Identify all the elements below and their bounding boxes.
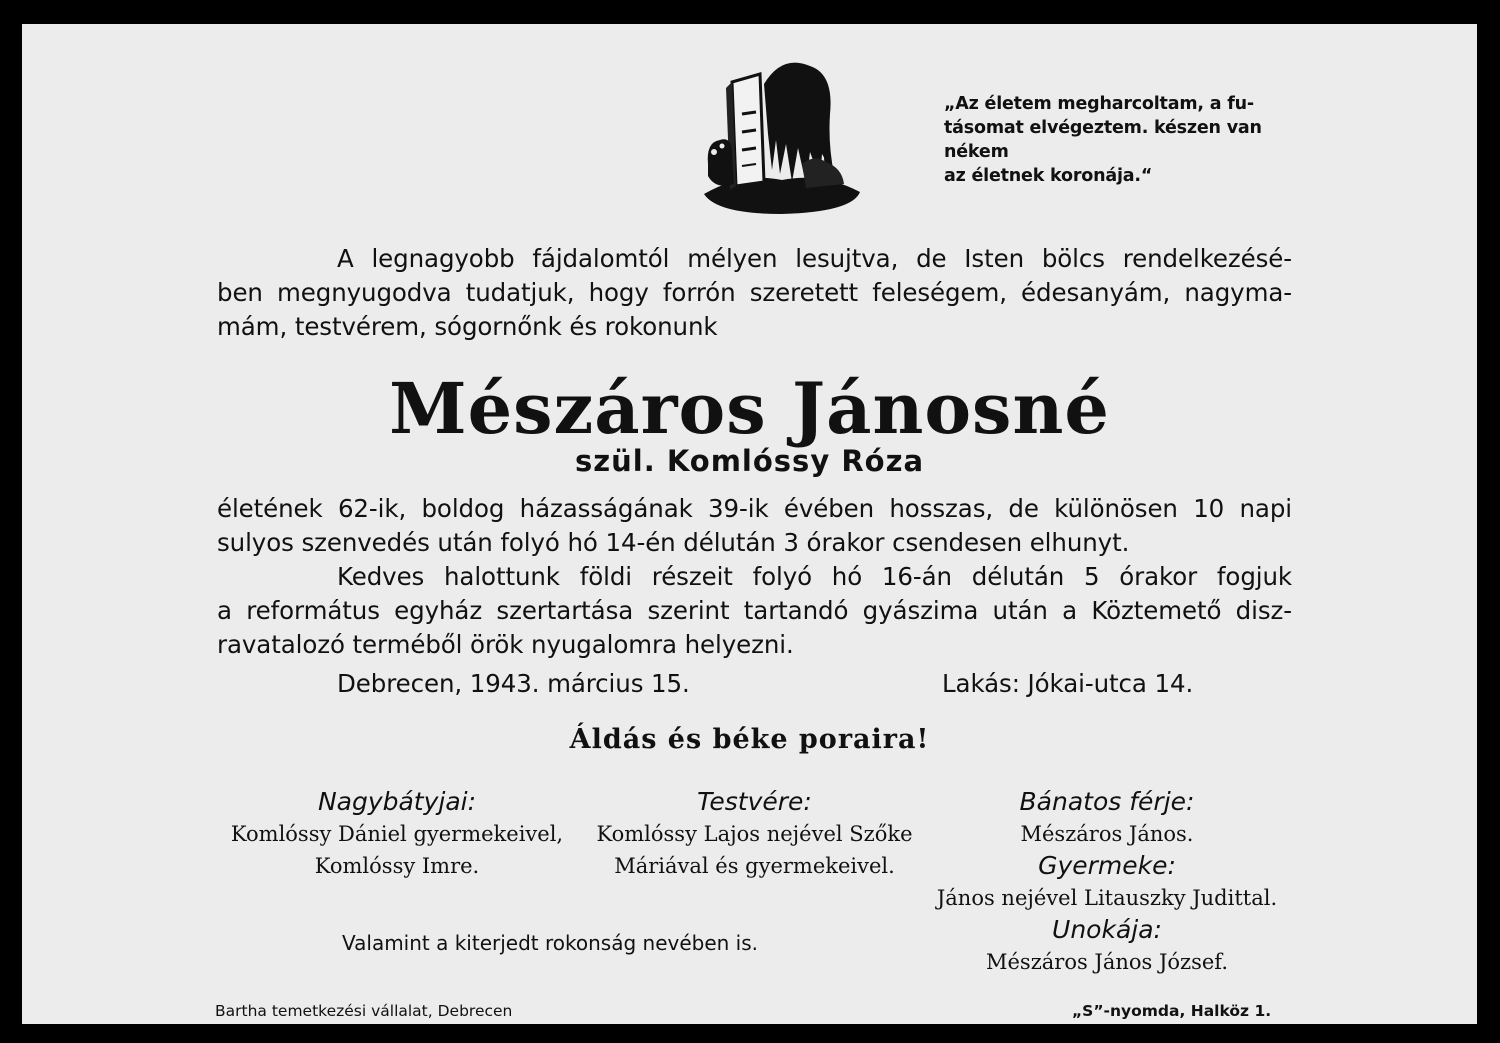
mourners-family: [907, 786, 1307, 978]
announcement-intro: [217, 242, 1292, 344]
uncles-line: Komlóssy Dániel gyermekeivel,: [230, 822, 564, 846]
quote-line: az életnek koronája.“: [944, 166, 1153, 186]
sibling-line: Máriával és gyermekeivel.: [614, 854, 895, 878]
grandchild-heading: Unokája:: [1052, 915, 1162, 944]
bible-quote: [944, 92, 1324, 188]
deceased-name: Mészáros Jánosné: [389, 367, 1110, 450]
printer-credit: „S”-nyomda, Halköz 1.: [1072, 1002, 1272, 1020]
obituary-sheet: [22, 24, 1477, 1024]
child-line: János nejével Litauszky Judittal.: [936, 886, 1278, 910]
blessing-line: Áldás és béke poraira!: [569, 724, 930, 755]
quote-line: tásomat elvégeztem. készen van nékem: [944, 118, 1262, 162]
extended-family-note: Valamint a kiterjedt rokonság nevében is.: [342, 931, 759, 955]
details-line: a református egyház szertartása szerint tartandó gyászima után a Köztemető disz-: [217, 596, 1292, 625]
husband-heading: Bánatos férje:: [1019, 787, 1195, 816]
death-details: [217, 492, 1292, 662]
intro-line: ben megnyugodva tudatjuk, hogy forrón szeretett feleségem, édesanyám, nagyma-: [217, 278, 1292, 307]
intro-line: mám, testvérem, sógornőnk és rokonunk: [217, 312, 718, 341]
details-line: sulyos szenvedés után folyó hó 14-én délután 3 órakor csendesen elhunyt.: [217, 528, 1130, 557]
place-date: Debrecen, 1943. március 15.: [337, 669, 690, 698]
residence-address: Lakás: Jókai-utca 14.: [942, 669, 1194, 698]
gravestone-willow-icon: [702, 44, 862, 219]
uncles-line: Komlóssy Imre.: [314, 854, 480, 878]
grandchild-line: Mészáros János József.: [985, 950, 1228, 974]
sibling-line: Komlóssy Lajos nejével Szőke: [596, 822, 913, 846]
details-line: életének 62-ik, boldog házasságának 39-ik évében hosszas, de különösen 10 napi: [217, 494, 1292, 523]
sibling-heading: Testvére:: [697, 787, 812, 816]
undertaker-credit: Bartha temetkezési vállalat, Debrecen: [215, 1002, 513, 1020]
quote-line: „Az életem megharcoltam, a fu-: [944, 94, 1254, 114]
details-line: Kedves halottunk földi részeit folyó hó 16-án délután 5 órakor fogjuk: [337, 562, 1292, 591]
uncles-heading: Nagybátyjai:: [317, 787, 477, 816]
mourners-uncles: [217, 786, 577, 882]
child-heading: Gyermeke:: [1038, 851, 1176, 880]
mourners-sibling: [577, 786, 932, 882]
husband-line: Mészáros János.: [1020, 822, 1194, 846]
intro-line: A legnagyobb fájdalomtól mélyen lesujtva, de Isten bölcs rendelkezésé-: [337, 244, 1292, 273]
maiden-name: szül. Komlóssy Róza: [574, 444, 925, 478]
details-line: ravatalozó terméből örök nyugalomra helyezni.: [217, 630, 794, 659]
